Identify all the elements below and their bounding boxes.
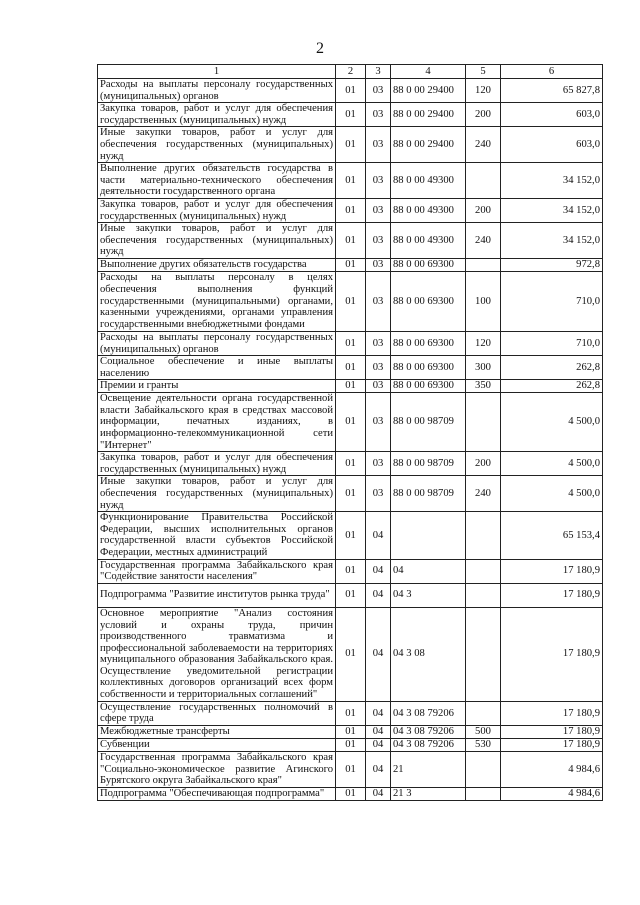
table-row <box>98 452 603 476</box>
row-target-article: 04 3 08 79206 <box>391 701 466 725</box>
table-header-row <box>98 65 603 79</box>
row-expense-type <box>466 512 501 559</box>
row-target-article: 88 0 00 49300 <box>391 198 466 222</box>
row-target-article: 88 0 00 69300 <box>391 271 466 331</box>
row-section: 01 <box>336 583 366 607</box>
row-section: 01 <box>336 163 366 199</box>
row-section: 01 <box>336 725 366 738</box>
table-row <box>98 79 603 103</box>
row-amount: 262,8 <box>501 356 603 380</box>
page-number: 2 <box>316 40 324 57</box>
row-amount: 34 152,0 <box>501 223 603 259</box>
row-section: 01 <box>336 607 366 701</box>
row-amount: 17 180,9 <box>501 583 603 607</box>
row-subsection: 04 <box>366 725 391 738</box>
row-expense-type: 100 <box>466 271 501 331</box>
row-section: 01 <box>336 127 366 163</box>
row-amount: 4 984,6 <box>501 787 603 800</box>
row-amount: 262,8 <box>501 380 603 393</box>
row-subsection: 03 <box>366 103 391 127</box>
row-expense-type <box>466 583 501 607</box>
row-expense-type <box>466 393 501 452</box>
row-expense-type <box>466 163 501 199</box>
row-name: Премии и гранты <box>98 380 336 393</box>
row-target-article: 88 0 00 49300 <box>391 163 466 199</box>
row-subsection: 04 <box>366 583 391 607</box>
row-section: 01 <box>336 223 366 259</box>
row-name: Функционирование Правительства Российской Федерации, высших исполнительных органов государственной власти субъектов Российской Федерации, местных администраций <box>98 512 336 559</box>
row-subsection: 03 <box>366 198 391 222</box>
row-amount: 4 500,0 <box>501 476 603 512</box>
row-name: Закупка товаров, работ и услуг для обеспечения государственных (муниципальных) нужд <box>98 103 336 127</box>
row-target-article: 04 3 08 <box>391 607 466 701</box>
table-row <box>98 356 603 380</box>
row-section: 01 <box>336 331 366 355</box>
table-row <box>98 380 603 393</box>
row-amount: 34 152,0 <box>501 198 603 222</box>
row-amount: 17 180,9 <box>501 725 603 738</box>
row-target-article: 04 3 08 79206 <box>391 725 466 738</box>
row-name: Закупка товаров, работ и услуг для обеспечения государственных (муниципальных) нужд <box>98 198 336 222</box>
row-amount: 17 180,9 <box>501 738 603 751</box>
row-subsection: 03 <box>366 223 391 259</box>
row-expense-type: 300 <box>466 356 501 380</box>
row-expense-type <box>466 787 501 800</box>
header-col-4: 4 <box>391 65 466 79</box>
table-row <box>98 583 603 607</box>
table-row <box>98 127 603 163</box>
table-row <box>98 738 603 751</box>
row-amount: 65 827,8 <box>501 79 603 103</box>
row-expense-type: 500 <box>466 725 501 738</box>
row-section: 01 <box>336 512 366 559</box>
row-expense-type: 350 <box>466 380 501 393</box>
header-col-3: 3 <box>366 65 391 79</box>
row-amount: 17 180,9 <box>501 559 603 583</box>
row-target-article: 21 3 <box>391 787 466 800</box>
row-expense-type: 200 <box>466 452 501 476</box>
table-row <box>98 725 603 738</box>
row-subsection: 03 <box>366 271 391 331</box>
header-col-2: 2 <box>336 65 366 79</box>
row-target-article: 88 0 00 98709 <box>391 476 466 512</box>
row-amount: 4 984,6 <box>501 751 603 787</box>
row-subsection: 04 <box>366 559 391 583</box>
row-expense-type: 240 <box>466 127 501 163</box>
row-section: 01 <box>336 751 366 787</box>
row-subsection: 04 <box>366 701 391 725</box>
row-name: Иные закупки товаров, работ и услуг для обеспечения государственных (муниципальных) нужд <box>98 127 336 163</box>
row-subsection: 03 <box>366 331 391 355</box>
table-row <box>98 103 603 127</box>
row-subsection: 04 <box>366 607 391 701</box>
row-expense-type: 120 <box>466 331 501 355</box>
row-section: 01 <box>336 476 366 512</box>
row-subsection: 03 <box>366 163 391 199</box>
row-expense-type: 200 <box>466 198 501 222</box>
row-section: 01 <box>336 271 366 331</box>
row-section: 01 <box>336 701 366 725</box>
row-target-article: 88 0 00 69300 <box>391 356 466 380</box>
row-subsection: 03 <box>366 393 391 452</box>
row-name: Осуществление государственных полномочий в сфере труда <box>98 701 336 725</box>
row-subsection: 03 <box>366 380 391 393</box>
row-name: Субвенции <box>98 738 336 751</box>
row-amount: 603,0 <box>501 127 603 163</box>
row-name: Иные закупки товаров, работ и услуг для обеспечения государственных (муниципальных) нужд <box>98 223 336 259</box>
row-amount: 34 152,0 <box>501 163 603 199</box>
table-row <box>98 476 603 512</box>
row-section: 01 <box>336 452 366 476</box>
row-amount: 4 500,0 <box>501 393 603 452</box>
row-amount: 972,8 <box>501 258 603 271</box>
row-section: 01 <box>336 198 366 222</box>
row-section: 01 <box>336 103 366 127</box>
row-name: Государственная программа Забайкальского края "Содействие занятости населения" <box>98 559 336 583</box>
budget-table <box>97 64 603 801</box>
row-expense-type: 120 <box>466 79 501 103</box>
table-row <box>98 331 603 355</box>
row-target-article: 88 0 00 69300 <box>391 258 466 271</box>
row-name: Основное мероприятие "Анализ состояния условий и охраны труда, причин производственного травматизма и профессиональной заболеваемости на территориях муниципального образования Забайкальского края. Осуществление уведомительной регистрации коллективных договоров организаций всех форм собственности и территориальных соглашений" <box>98 607 336 701</box>
row-section: 01 <box>336 258 366 271</box>
row-subsection: 03 <box>366 476 391 512</box>
row-target-article: 88 0 00 29400 <box>391 103 466 127</box>
row-subsection: 04 <box>366 787 391 800</box>
row-name: Иные закупки товаров, работ и услуг для обеспечения государственных (муниципальных) нужд <box>98 476 336 512</box>
row-subsection: 03 <box>366 127 391 163</box>
row-amount: 65 153,4 <box>501 512 603 559</box>
row-target-article: 21 <box>391 751 466 787</box>
row-section: 01 <box>336 79 366 103</box>
row-expense-type <box>466 559 501 583</box>
row-target-article: 04 3 <box>391 583 466 607</box>
row-subsection: 03 <box>366 258 391 271</box>
row-expense-type: 240 <box>466 223 501 259</box>
row-expense-type: 200 <box>466 103 501 127</box>
row-name: Расходы на выплаты персоналу государственных (муниципальных) органов <box>98 79 336 103</box>
row-section: 01 <box>336 738 366 751</box>
table-row <box>98 787 603 800</box>
row-expense-type <box>466 701 501 725</box>
table-row <box>98 607 603 701</box>
row-expense-type: 240 <box>466 476 501 512</box>
row-target-article: 88 0 00 49300 <box>391 223 466 259</box>
row-name: Выполнение других обязательств государства в части материально-технического обеспечения деятельности государственного органа <box>98 163 336 199</box>
row-target-article: 88 0 00 29400 <box>391 127 466 163</box>
row-subsection: 04 <box>366 751 391 787</box>
row-target-article: 88 0 00 69300 <box>391 380 466 393</box>
row-expense-type <box>466 607 501 701</box>
row-section: 01 <box>336 380 366 393</box>
row-target-article: 88 0 00 98709 <box>391 452 466 476</box>
row-amount: 17 180,9 <box>501 607 603 701</box>
row-name: Выполнение других обязательств государства <box>98 258 336 271</box>
row-expense-type <box>466 751 501 787</box>
row-amount: 4 500,0 <box>501 452 603 476</box>
table-row <box>98 163 603 199</box>
row-section: 01 <box>336 787 366 800</box>
row-section: 01 <box>336 393 366 452</box>
table-row <box>98 512 603 559</box>
table-row <box>98 559 603 583</box>
row-amount: 603,0 <box>501 103 603 127</box>
header-col-5: 5 <box>466 65 501 79</box>
row-subsection: 04 <box>366 738 391 751</box>
table-row <box>98 198 603 222</box>
row-name: Освещение деятельности органа государственной власти Забайкальского края в средствах массовой информации, печатных изданиях, в информационно-телекоммуникационной сети "Интернет" <box>98 393 336 452</box>
header-col-1: 1 <box>98 65 336 79</box>
row-name: Социальное обеспечение и иные выплаты населению <box>98 356 336 380</box>
row-name: Расходы на выплаты персоналу в целях обеспечения выполнения функций государственными (муниципальными) органами, казенными учреждениями, органами управления государственными внебюджетными фондами <box>98 271 336 331</box>
row-target-article: 88 0 00 69300 <box>391 331 466 355</box>
row-target-article: 88 0 00 29400 <box>391 79 466 103</box>
row-expense-type: 530 <box>466 738 501 751</box>
row-name: Подпрограмма "Развитие институтов рынка труда" <box>98 583 336 607</box>
row-subsection: 04 <box>366 512 391 559</box>
row-subsection: 03 <box>366 79 391 103</box>
table-row <box>98 223 603 259</box>
row-target-article: 04 3 08 79206 <box>391 738 466 751</box>
row-amount: 710,0 <box>501 331 603 355</box>
table-row <box>98 701 603 725</box>
row-amount: 17 180,9 <box>501 701 603 725</box>
row-name: Расходы на выплаты персоналу государственных (муниципальных) органов <box>98 331 336 355</box>
row-expense-type <box>466 258 501 271</box>
row-name: Государственная программа Забайкальского края "Социально-экономическое развитие Агинского Бурятского округа Забайкальского края" <box>98 751 336 787</box>
row-target-article: 04 <box>391 559 466 583</box>
table-row <box>98 258 603 271</box>
row-amount: 710,0 <box>501 271 603 331</box>
row-name: Подпрограмма "Обеспечивающая подпрограмма" <box>98 787 336 800</box>
table-row <box>98 751 603 787</box>
row-target-article <box>391 512 466 559</box>
row-subsection: 03 <box>366 452 391 476</box>
row-subsection: 03 <box>366 356 391 380</box>
row-name: Закупка товаров, работ и услуг для обеспечения государственных (муниципальных) нужд <box>98 452 336 476</box>
table-row <box>98 271 603 331</box>
header-col-6: 6 <box>501 65 603 79</box>
row-section: 01 <box>336 356 366 380</box>
row-name: Межбюджетные трансферты <box>98 725 336 738</box>
row-target-article: 88 0 00 98709 <box>391 393 466 452</box>
row-section: 01 <box>336 559 366 583</box>
table-row <box>98 393 603 452</box>
